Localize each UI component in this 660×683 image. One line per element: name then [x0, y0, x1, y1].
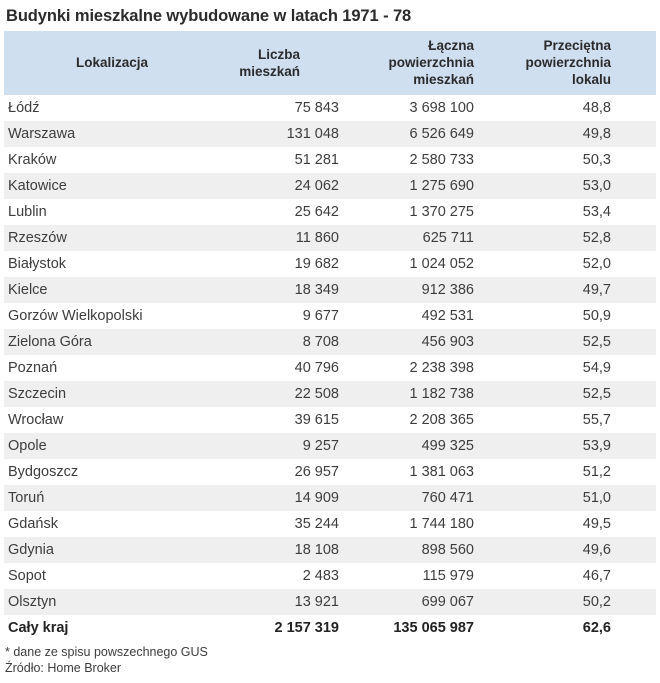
column-header-total-area-line3: mieszkań — [413, 72, 474, 87]
column-header-total-area-line2: powierzchnia — [388, 55, 474, 70]
cell-dwellings: 14 909 — [220, 485, 344, 511]
cell-average-area: 50,2 — [519, 589, 656, 615]
table-row[interactable] — [4, 277, 656, 303]
cell-total-area: 499 325 — [344, 433, 519, 459]
cell-average-area: 54,9 — [519, 355, 656, 381]
cell-average-area: 49,5 — [519, 511, 656, 537]
table-row[interactable] — [4, 173, 656, 199]
table-row[interactable] — [4, 329, 656, 355]
cell-average-area: 53,9 — [519, 433, 656, 459]
cell-location: Warszawa — [4, 121, 220, 147]
column-header-location-label: Lokalizacja — [75, 55, 149, 70]
table-header-row — [4, 31, 656, 95]
cell-dwellings: 18 349 — [220, 277, 344, 303]
column-header-dwellings[interactable] — [220, 31, 344, 95]
cell-total-area: 1 275 690 — [344, 173, 519, 199]
cell-average-area: 50,3 — [519, 147, 656, 173]
total-cell-average-area: 62,6 — [519, 615, 656, 642]
cell-location: Gorzów Wielkopolski — [4, 303, 220, 329]
cell-location: Kielce — [4, 277, 220, 303]
cell-location: Gdańsk — [4, 511, 220, 537]
housing-data-table — [4, 31, 656, 642]
cell-total-area: 2 208 365 — [344, 407, 519, 433]
table-row[interactable] — [4, 511, 656, 537]
column-header-average-area-line2: powierzchnia — [525, 55, 611, 70]
table-body — [4, 95, 656, 642]
table-total-row — [4, 615, 656, 642]
cell-dwellings: 18 108 — [220, 537, 344, 563]
cell-dwellings: 13 921 — [220, 589, 344, 615]
table-row[interactable] — [4, 199, 656, 225]
cell-total-area: 115 979 — [344, 563, 519, 589]
cell-location: Bydgoszcz — [4, 459, 220, 485]
table-row[interactable] — [4, 121, 656, 147]
cell-location: Poznań — [4, 355, 220, 381]
column-header-total-area[interactable] — [344, 31, 519, 95]
cell-dwellings: 35 244 — [220, 511, 344, 537]
cell-dwellings: 51 281 — [220, 147, 344, 173]
cell-average-area: 52,8 — [519, 225, 656, 251]
cell-dwellings: 26 957 — [220, 459, 344, 485]
cell-dwellings: 11 860 — [220, 225, 344, 251]
cell-total-area: 2 238 398 — [344, 355, 519, 381]
total-cell-total-area: 135 065 987 — [344, 615, 519, 642]
cell-dwellings: 75 843 — [220, 95, 344, 121]
table-row[interactable] — [4, 563, 656, 589]
cell-location: Opole — [4, 433, 220, 459]
cell-average-area: 52,0 — [519, 251, 656, 277]
cell-average-area: 53,0 — [519, 173, 656, 199]
cell-average-area: 51,0 — [519, 485, 656, 511]
cell-location: Sopot — [4, 563, 220, 589]
cell-total-area: 1 370 275 — [344, 199, 519, 225]
cell-total-area: 898 560 — [344, 537, 519, 563]
table-row[interactable] — [4, 433, 656, 459]
table-row[interactable] — [4, 355, 656, 381]
column-header-average-area[interactable] — [519, 31, 656, 95]
cell-total-area: 912 386 — [344, 277, 519, 303]
footnote-data-source: * dane ze spisu powszechnego GUS — [5, 645, 208, 659]
cell-average-area: 48,8 — [519, 95, 656, 121]
cell-dwellings: 19 682 — [220, 251, 344, 277]
cell-dwellings: 9 257 — [220, 433, 344, 459]
cell-average-area: 50,9 — [519, 303, 656, 329]
cell-location: Szczecin — [4, 381, 220, 407]
cell-dwellings: 2 483 — [220, 563, 344, 589]
table-row[interactable] — [4, 485, 656, 511]
cell-average-area: 51,2 — [519, 459, 656, 485]
cell-total-area: 1 024 052 — [344, 251, 519, 277]
cell-total-area: 625 711 — [344, 225, 519, 251]
column-header-total-area-line1: Łączna — [428, 38, 474, 53]
cell-total-area: 3 698 100 — [344, 95, 519, 121]
table-row[interactable] — [4, 147, 656, 173]
cell-total-area: 1 182 738 — [344, 381, 519, 407]
table-row[interactable] — [4, 225, 656, 251]
cell-location: Katowice — [4, 173, 220, 199]
cell-dwellings: 25 642 — [220, 199, 344, 225]
cell-total-area: 2 580 733 — [344, 147, 519, 173]
footnotes — [5, 642, 660, 676]
cell-location: Olsztyn — [4, 589, 220, 615]
cell-total-area: 456 903 — [344, 329, 519, 355]
cell-location: Gdynia — [4, 537, 220, 563]
total-cell-dwellings: 2 157 319 — [220, 615, 344, 642]
cell-dwellings: 24 062 — [220, 173, 344, 199]
footnote-source: Źródło: Home Broker — [5, 661, 122, 675]
cell-average-area: 55,7 — [519, 407, 656, 433]
cell-average-area: 52,5 — [519, 329, 656, 355]
table-row[interactable] — [4, 381, 656, 407]
column-header-average-area-line1: Przeciętna — [543, 38, 611, 53]
cell-location: Białystok — [4, 251, 220, 277]
table-row[interactable] — [4, 537, 656, 563]
cell-average-area: 49,8 — [519, 121, 656, 147]
column-header-dwellings-line2: mieszkań — [239, 63, 300, 79]
cell-dwellings: 8 708 — [220, 329, 344, 355]
cell-location: Rzeszów — [4, 225, 220, 251]
cell-total-area: 492 531 — [344, 303, 519, 329]
cell-location: Zielona Góra — [4, 329, 220, 355]
cell-location: Kraków — [4, 147, 220, 173]
table-row[interactable] — [4, 407, 656, 433]
cell-dwellings: 40 796 — [220, 355, 344, 381]
column-header-dwellings-line1: Liczba — [257, 46, 300, 62]
cell-average-area: 52,5 — [519, 381, 656, 407]
cell-average-area: 46,7 — [519, 563, 656, 589]
table-row[interactable] — [4, 251, 656, 277]
cell-average-area: 49,7 — [519, 277, 656, 303]
cell-average-area: 53,4 — [519, 199, 656, 225]
cell-average-area: 49,6 — [519, 537, 656, 563]
column-header-average-area-line3: lokalu — [571, 72, 611, 87]
table-header — [4, 31, 656, 95]
table-row[interactable] — [4, 303, 656, 329]
table-row[interactable] — [4, 459, 656, 485]
cell-total-area: 699 067 — [344, 589, 519, 615]
cell-total-area: 6 526 649 — [344, 121, 519, 147]
cell-total-area: 1 381 063 — [344, 459, 519, 485]
cell-dwellings: 9 677 — [220, 303, 344, 329]
total-cell-location: Cały kraj — [4, 615, 220, 642]
cell-location: Łódź — [4, 95, 220, 121]
cell-dwellings: 22 508 — [220, 381, 344, 407]
cell-dwellings: 131 048 — [220, 121, 344, 147]
cell-total-area: 760 471 — [344, 485, 519, 511]
cell-location: Lublin — [4, 199, 220, 225]
page-title: Budynki mieszkalne wybudowane w latach 1971 - 78 — [6, 7, 412, 25]
cell-location: Wrocław — [4, 407, 220, 433]
cell-location: Toruń — [4, 485, 220, 511]
cell-dwellings: 39 615 — [220, 407, 344, 433]
column-header-location[interactable] — [4, 31, 220, 95]
cell-total-area: 1 744 180 — [344, 511, 519, 537]
table-row[interactable] — [4, 589, 656, 615]
table-row[interactable] — [4, 95, 656, 121]
